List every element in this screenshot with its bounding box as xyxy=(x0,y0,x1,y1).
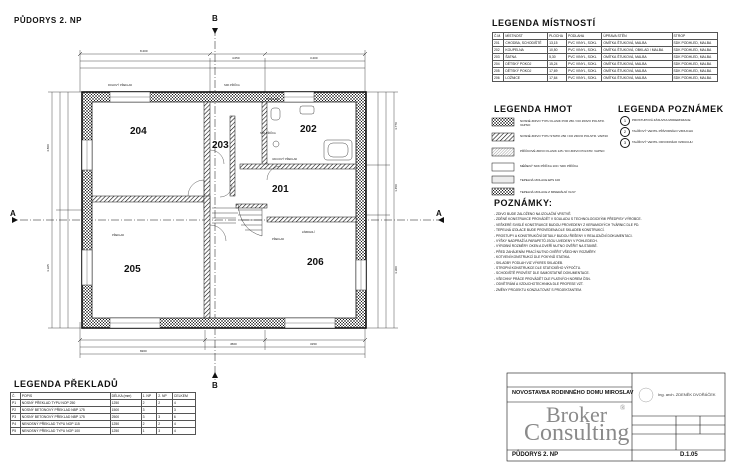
drawing-name: PŮDORYS 2. NP xyxy=(512,452,559,458)
table-header: DÉLKA (mm) xyxy=(110,393,141,400)
table-header: CELKEM xyxy=(172,393,195,400)
room-203-label: 203 xyxy=(212,140,229,151)
table-cell: OMÍTKA ŠTUKOVÁ, MALBA xyxy=(602,61,672,68)
section-mark-right: A xyxy=(436,209,442,218)
dim-right-3: 3.300 xyxy=(393,266,398,274)
table-cell: OMÍTKA ŠTUKOVÁ, OBKLAD / MALBA xyxy=(602,47,672,54)
table-cell: P5 xyxy=(11,428,21,435)
material-item: TEPELNÁ IZOLACE EPS 100 xyxy=(520,178,561,182)
table-row xyxy=(493,61,718,68)
notes-list xyxy=(494,212,719,293)
broker-consulting-logo xyxy=(516,402,666,450)
legend-materials-title: LEGENDA HMOT xyxy=(494,104,573,114)
plan-title: PŮDORYS 2. NP xyxy=(14,16,82,25)
section-arrow-top xyxy=(212,28,218,34)
table-cell: 15,24 xyxy=(548,61,567,68)
table-cell: 205 xyxy=(493,68,504,75)
note-marker-number: 1 xyxy=(623,118,627,123)
table-cell: SDK PODHLED, MALBA xyxy=(672,54,717,61)
table-cell: 3 xyxy=(141,414,157,421)
table-cell: P3 xyxy=(11,414,21,421)
dim-top-2: 4.050 xyxy=(232,56,240,60)
logo-text-consulting: Consulting xyxy=(524,420,630,446)
table-cell: 2500 xyxy=(110,414,141,421)
note-line: - ZDĚNÉ KONSTRUKCE PROVÁDĚT V SOULADU S TECHNOLOGICKÝMI PŘEDPISY VÝROBCE. xyxy=(494,217,642,222)
note-line: - SCHODIŠTĚ PROVÉST DLE SAMOSTATNÉ DOKUMENTACE. xyxy=(494,271,590,276)
table-cell: OMÍTKA ŠTUKOVÁ, MALBA xyxy=(602,75,672,82)
table-cell: P4 xyxy=(11,421,21,428)
room-204-label: 204 xyxy=(130,126,147,137)
table-row xyxy=(11,393,196,400)
note-line: - VŠECHNY PRÁCE PROVÁDĚT DLE PLATNÝCH NOREM ČSN. xyxy=(494,276,591,281)
table-cell: NENOSNÝ PŘEKLAD TYPU NOP 115 xyxy=(20,421,110,428)
material-swatches xyxy=(492,118,514,195)
table-cell: OMÍTKA ŠTUKOVÁ, MALBA xyxy=(602,68,672,75)
dim-top-3: 3.200 xyxy=(310,56,318,60)
table-cell: LOŽNICE xyxy=(504,75,548,82)
table-cell: 1 xyxy=(141,428,157,435)
table-cell: 3 xyxy=(141,407,157,414)
svg-text:SDK PŘÍČKA: SDK PŘÍČKA xyxy=(224,84,240,87)
table-cell: 203 xyxy=(493,54,504,61)
note-marker xyxy=(620,127,630,137)
logo-text-broker: Broker xyxy=(546,402,608,427)
section-arrow-bottom xyxy=(212,372,218,378)
legend-lintels-table xyxy=(10,392,196,435)
drawing-number: D.1.05 xyxy=(680,452,698,458)
legend-rooms-table xyxy=(492,32,718,82)
insulation-outline xyxy=(82,92,366,328)
note-marker-number: 2 xyxy=(623,129,627,134)
table-cell: 3 xyxy=(157,428,173,435)
note-line: - PROSTUPY A KONSTRUKČNÍ DETAILY BUDOU ŘEŠENY V REALIZAČNÍ DOKUMENTACI. xyxy=(494,233,633,238)
table-cell: SDK PODHLED, MALBA xyxy=(672,75,717,82)
table-cell: NOSNÝ PŘEKLAD TYPU NOP 250 xyxy=(20,400,110,407)
table-cell: 17,69 xyxy=(548,68,567,75)
table-cell: SDK PODHLED, MALBA xyxy=(672,47,717,54)
windows xyxy=(82,92,366,328)
table-row xyxy=(493,47,718,54)
legend-notes-title: LEGENDA POZNÁMEK xyxy=(618,104,724,114)
table-cell: 206 xyxy=(493,75,504,82)
note-line: - TEPELNÁ IZOLACE BUDE PROVEDENA DLE SKLADEB KONSTRUKCÍ. xyxy=(494,228,605,233)
table-cell: 6 xyxy=(172,414,195,421)
table-cell: 2 xyxy=(141,421,157,428)
note-line: - ODVĚTRÁNÍ A VZDUCHOTECHNIKA DLE PROFESE VZT. xyxy=(494,282,584,287)
table-cell: 1250 xyxy=(110,400,141,407)
table-cell: 2 xyxy=(141,400,157,407)
project-name: NOVOSTAVBA RODINNÉHO DOMU MIROSLAV xyxy=(512,390,634,396)
table-cell: PVC VINYL, SOKL xyxy=(566,47,601,54)
table-header: MÍSTNOST xyxy=(504,33,548,40)
table-cell: 17,64 xyxy=(548,75,567,82)
table-row xyxy=(11,400,196,407)
table-header: ÚPRAVA STĚN xyxy=(602,33,672,40)
table-cell: PVC VINYL, SOKL xyxy=(566,61,601,68)
material-item: TEPELNÁ IZOLACE Z MINERÁLNÍ VLNY xyxy=(520,190,576,194)
notes-title: POZNÁMKY: xyxy=(494,198,553,208)
window-glazing xyxy=(87,97,361,323)
table-header: PODLAHA xyxy=(566,33,601,40)
dim-right-2: 1.450 xyxy=(393,184,398,192)
table-cell: 3 xyxy=(157,414,173,421)
table-row xyxy=(11,421,196,428)
table-header: POPIS xyxy=(20,393,110,400)
note-line: - KOTVENÍ KONSTRUKCÍ DLE POKYNŮ STATIKA. xyxy=(494,255,571,260)
table-cell: PVC VINYL, SOKL xyxy=(566,68,601,75)
svg-text:PŘEKLAD: PŘEKLAD xyxy=(272,238,285,241)
table-cell: ŠATNA xyxy=(504,54,548,61)
dim-left-1: 4.860 xyxy=(45,144,50,152)
note-line: - SKLADBY PODLAH VIZ VÝKRES SKLADEB. xyxy=(494,260,564,265)
table-cell: 3 xyxy=(172,407,195,414)
table-header: Č.M. xyxy=(493,33,504,40)
table-cell: SDK PODHLED, MALBA xyxy=(672,40,717,47)
table-cell: 1250 xyxy=(110,428,141,435)
table-cell: OMÍTKA ŠTUKOVÁ, MALBA xyxy=(602,40,672,47)
table-cell: 10,50 xyxy=(548,47,567,54)
table-header: Č. xyxy=(11,393,21,400)
stamp-circle xyxy=(639,388,653,402)
svg-text:SDK PŘÍČKA: SDK PŘÍČKA xyxy=(260,132,276,135)
note-line: - VÝŠKY NADPRAŽÍ A PARAPETŮ JSOU UVEDENY V POHLEDECH. xyxy=(494,239,598,244)
room-205-label: 205 xyxy=(124,264,141,275)
table-cell: 4 xyxy=(172,421,195,428)
table-cell: 4 xyxy=(172,400,195,407)
note-line: - STROPNÍ KONSTRUKCE DLE STATICKÉHO VÝPOČTU. xyxy=(494,266,582,271)
table-cell: 13,15 xyxy=(548,40,567,47)
section-mark-top: B xyxy=(212,14,218,23)
table-cell: P1 xyxy=(11,400,21,407)
table-cell: 204 xyxy=(493,61,504,68)
table-cell: PVC VINYL, SOKL xyxy=(566,75,601,82)
room-202-label: 202 xyxy=(300,124,317,135)
dim-right-1: 3.770 xyxy=(393,122,398,130)
table-row xyxy=(493,75,718,82)
note-line: - ZDIVO BUDE ZALOŽENO NA IZOLAČNÍ VRSTVĚ. xyxy=(494,212,572,216)
table-row xyxy=(493,68,718,75)
table-row xyxy=(11,407,196,414)
room-206-label: 206 xyxy=(307,257,324,268)
table-cell: 1250 xyxy=(110,421,141,428)
note-line: - VEŠKERÉ SVISLÉ KONSTRUKCE BUDOU PROVEDENY Z KERAMICKÝCH TVÁRNIC DLE PD. xyxy=(494,222,640,227)
table-row xyxy=(493,40,718,47)
table-cell: 202 xyxy=(493,47,504,54)
logo-registered-mark: ® xyxy=(620,404,626,412)
table-cell: CHODBA, SCHODIŠTĚ xyxy=(504,40,548,47)
table-cell: SDK PODHLED, MALBA xyxy=(672,68,717,75)
table-cell: P2 xyxy=(11,407,21,414)
material-item: NOSNÉ ZDIVO TYPU STATIK 250 / DO ZDIVO POLSTR. VAPNO xyxy=(520,134,608,138)
table-cell: OMÍTKA ŠTUKOVÁ, MALBA xyxy=(602,54,672,61)
svg-text:PODHLED: PODHLED xyxy=(266,98,279,101)
dim-left-2: 3.325 xyxy=(45,264,50,272)
note-item: TALÍŘOVÝ VENTIL PŘÍVODNÍHO VZDUCHU xyxy=(632,129,694,133)
dim-bottom-2: 4500 xyxy=(230,342,237,346)
note-line: - PŘED ZAHÁJENÍM PRACÍ NUTNO OVĚŘIT VŠECHNY ROZMĚRY. xyxy=(494,249,597,254)
note-marker xyxy=(620,116,630,126)
table-header: 2. NP xyxy=(157,393,173,400)
table-cell: NOSNÝ BETONOVÝ PŘEKLAD NBP 175 xyxy=(20,414,110,421)
table-cell: 201 xyxy=(493,40,504,47)
dim-top-1: 8.200 xyxy=(140,49,148,53)
note-line: - ZMĚNY PROJEKTU KONZULTOVAT S PROJEKTANTEM. xyxy=(494,287,582,292)
table-cell: PVC VINYL, SOKL xyxy=(566,54,601,61)
table-cell: 2 xyxy=(157,421,173,428)
table-header: 1. NP xyxy=(141,393,157,400)
note-line: - VÝROBNÍ ROZMĚRY OKEN A DVEŘÍ NUTNO OVĚŘIT NA STAVBĚ. xyxy=(494,244,598,249)
architect-name: Ing. arch. ZDENĚK DVOŘÁČEK xyxy=(658,392,716,397)
table-cell: 1500 xyxy=(110,407,141,414)
material-item: MĚŘENÝ SDK PŘÍČKA 100 / SDK PŘÍČKA xyxy=(520,164,579,168)
table-row xyxy=(11,428,196,435)
room-201-label: 201 xyxy=(272,184,289,195)
table-cell xyxy=(157,407,173,414)
table-cell: KOUPELNA xyxy=(504,47,548,54)
section-mark-left: A xyxy=(10,209,16,218)
table-cell: 5,30 xyxy=(548,54,567,61)
note-item: TALÍŘOVÝ VENTIL ODVODNÍHO VZDUCHU xyxy=(632,140,693,144)
table-cell: 2 xyxy=(157,400,173,407)
material-item: NOSNÉ ZDIVO TYPU KLASIK POR 250 / DO ZDIVO POLSTR. VAPNO xyxy=(520,119,605,127)
svg-text:ZÁBRADLÍ: ZÁBRADLÍ xyxy=(302,231,315,234)
table-cell: 4 xyxy=(172,428,195,435)
legend-lintels-title: LEGENDA PŘEKLADŮ xyxy=(14,379,119,389)
table-row xyxy=(11,414,196,421)
dim-bottom-1: 8200 xyxy=(140,349,147,353)
note-item: PROSTUPOVÁ ZÁSUVKA MODERNIZACE xyxy=(632,118,691,122)
svg-text:ROHOVÝ PŘEKLAD: ROHOVÝ PŘEKLAD xyxy=(108,84,133,87)
table-header: STROP xyxy=(672,33,717,40)
table-cell: DĚTSKÝ POKOJ xyxy=(504,68,548,75)
table-row xyxy=(493,54,718,61)
legend-rooms-title: LEGENDA MÍSTNOSTÍ xyxy=(492,18,596,28)
table-cell: DĚTSKÝ POKOJ xyxy=(504,61,548,68)
table-cell: PVC VINYL, SOKL xyxy=(566,40,601,47)
section-mark-bottom: B xyxy=(212,381,218,390)
note-marker xyxy=(620,138,630,148)
material-item: PŘÍČKOVÉ ZDIVO KLASIK 125 / DO ZDIVO POLSTR. VAPNO xyxy=(520,149,605,153)
svg-text:PŘEKLAD: PŘEKLAD xyxy=(112,234,125,237)
table-cell: NENOSNÝ PŘEKLAD TYPU NOP 100 xyxy=(20,428,110,435)
outer-wall xyxy=(82,92,366,328)
table-cell: SDK PODHLED, MALBA xyxy=(672,61,717,68)
dim-bottom-3: 3150 xyxy=(310,342,317,346)
table-cell: NOSNÝ BETONOVÝ PŘEKLAD NBP 175 xyxy=(20,407,110,414)
table-header: PLOCHA xyxy=(548,33,567,40)
table-row xyxy=(493,33,718,40)
svg-text:VAKUOVÝ PŘEKLAD: VAKUOVÝ PŘEKLAD xyxy=(272,158,298,161)
note-marker-number: 3 xyxy=(623,140,627,145)
